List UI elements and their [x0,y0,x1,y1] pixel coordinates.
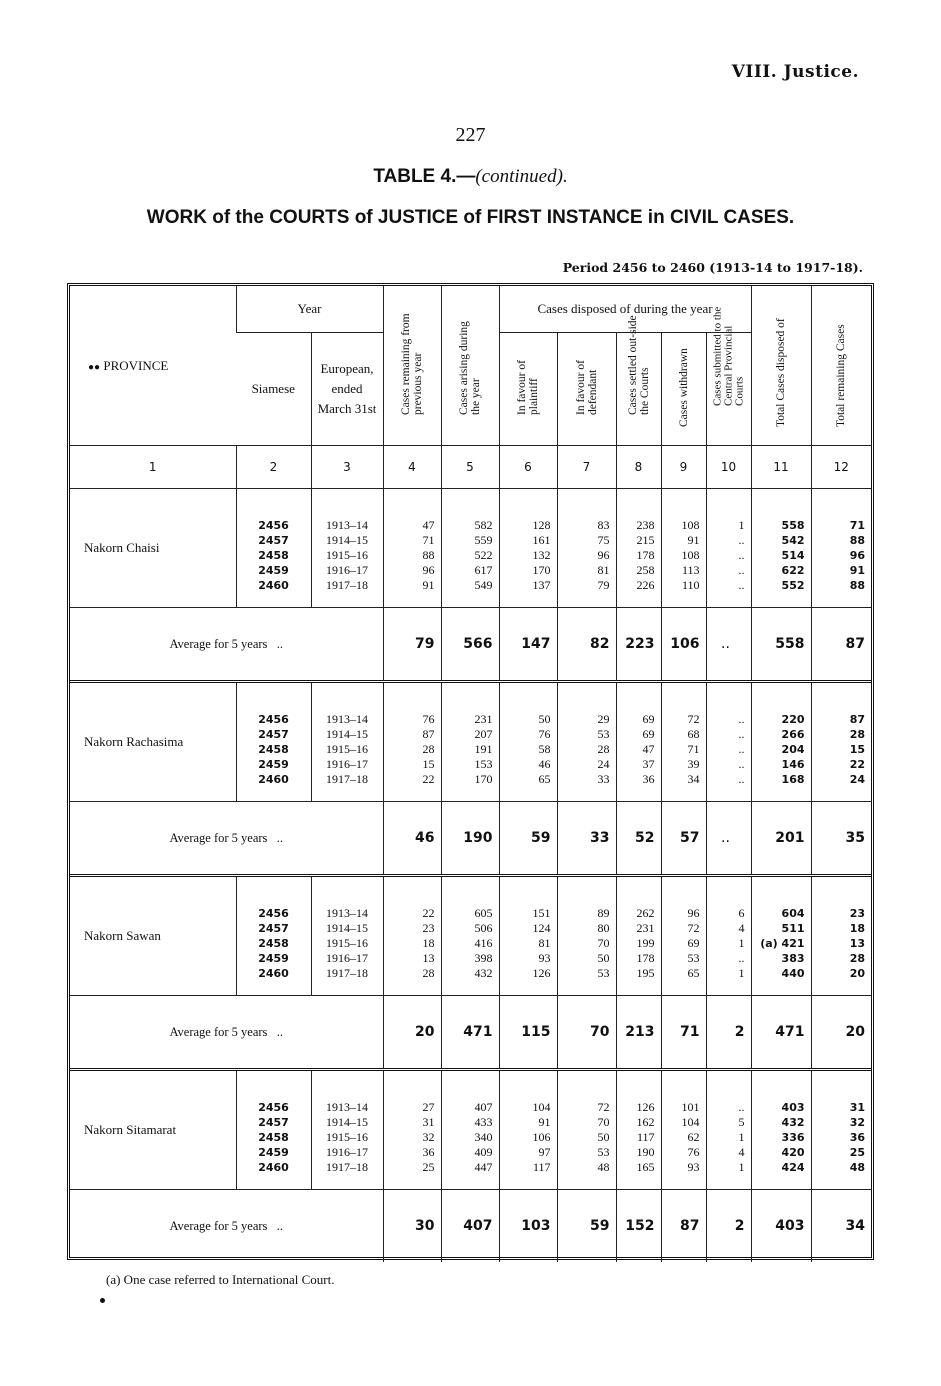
average-value: 147 [499,608,557,682]
cell-withdrawn [661,877,706,996]
section-title: VIII. Justice. [731,62,859,82]
cell-values: 104 91 106 97 117 [532,1099,551,1174]
province-data-row [70,489,871,608]
cell-values: 2456 2457 2458 2459 2460 [258,1100,289,1174]
average-value: 201 [751,802,811,876]
cell-values: 72 70 50 53 48 [597,1099,610,1174]
cell-values: 151 124 81 93 126 [532,905,551,980]
cell-values: 72 68 71 39 34 [687,711,700,786]
province-data-row [70,683,871,802]
cell-withdrawn [661,1071,706,1190]
average-value: 20 [811,996,871,1070]
average-value: 103 [499,1190,557,1263]
stray-dot-icon [100,1298,105,1303]
column-number-cell: 1 [70,446,236,489]
column-number-cell: 3 [311,446,383,489]
average-value: 20 [383,996,441,1070]
page-number: 227 [455,124,486,146]
cell-values: 407 433 340 409 447 [474,1099,493,1174]
cell-defendant [557,489,616,608]
period-label: Period 2456 to 2460 (1913-14 to 1917-18). [562,260,863,275]
cell-withdrawn [661,489,706,608]
cell-submitted [706,683,751,802]
average-row [70,996,871,1070]
average-value: .. [706,608,751,682]
cell-values: 29 53 28 24 33 [597,711,610,786]
cell-values: 87 28 15 22 24 [849,712,866,786]
average-value: 35 [811,802,871,876]
marker-dots-icon: ●● [88,361,101,373]
european-header: European, ended March 31st [311,333,383,446]
column-numbers-row [70,446,871,489]
average-value: 190 [441,802,499,876]
cell-values: 69 69 47 37 36 [642,711,655,786]
average-value: 34 [811,1190,871,1263]
cell-submitted [706,877,751,996]
cell-settled [616,877,661,996]
average-value: 2 [706,996,751,1070]
average-value: 82 [557,608,616,682]
cell-values: 2456 2457 2458 2459 2460 [258,906,289,980]
footnote: (a) One case referred to International Court. [106,1272,335,1287]
siamese-header: Siamese [251,381,295,396]
cell-values: 403 432 336 420 424 [781,1100,805,1174]
cell-values: 71 88 96 91 88 [849,518,866,592]
average-value: 407 [441,1190,499,1263]
column-number-cell: 10 [706,446,751,489]
cell-values: 126 162 117 190 165 [636,1099,655,1174]
cell-arising [441,877,499,996]
cell-total-remaining [811,489,871,608]
cell-european [311,489,383,608]
cell-values: 582 559 522 617 549 [474,517,493,592]
cell-defendant [557,877,616,996]
civil-cases-table [70,286,871,1262]
average-value: 471 [441,996,499,1070]
cell-total-remaining [811,877,871,996]
cell-total-remaining [811,683,871,802]
cell-values: 83 75 96 81 79 [597,517,610,592]
cell-plaintiff [499,1071,557,1190]
cell-total-disposed [751,877,811,996]
year-group-header: Year [236,286,383,333]
cell-values: 23 18 13 28 20 [849,906,866,980]
submitted-header: Cases submitted to the Central Provincial Courts [706,333,751,446]
table-subtitle: WORK of the COURTS of JUSTICE of FIRST INSTANCE in CIVIL CASES. [146,207,795,228]
average-value: 106 [661,608,706,682]
cell-settled [616,1071,661,1190]
cell-remaining-prev [383,489,441,608]
average-value: 115 [499,996,557,1070]
table-title-main: TABLE 4.— [373,166,476,187]
column-number-cell: 5 [441,446,499,489]
cell-submitted [706,489,751,608]
cell-values: 47 71 88 96 91 [422,517,435,592]
province-name: Nakorn Rachasima [84,734,184,749]
average-value: 87 [811,608,871,682]
cell-european [311,683,383,802]
cell-total-remaining [811,1071,871,1190]
province-header-label: PROVINCE [103,357,169,373]
average-label: Average for 5 years .. [70,1190,383,1263]
settled-header: Cases settled out-side the Courts [616,333,661,446]
cell-values: 6 4 1 .. 1 [738,905,745,980]
cell-settled [616,683,661,802]
province-name: Nakorn Sawan [84,928,161,943]
withdrawn-header: Cases withdrawn [661,333,706,446]
cell-values: 1913–14 1914–15 1915–16 1916–17 1917–18 [326,517,368,592]
cell-values: 604 511 (a) 421 383 440 [760,906,805,980]
cell-siamese [236,683,311,802]
cell-values: 1913–14 1914–15 1915–16 1916–17 1917–18 [326,1099,368,1174]
cell-siamese [236,1071,311,1190]
cell-arising [441,489,499,608]
cell-values: 1 .. .. .. .. [738,517,745,592]
table-title-continued: (continued). [475,166,568,187]
average-value: 52 [616,802,661,876]
average-value: 30 [383,1190,441,1263]
average-value: 566 [441,608,499,682]
cell-siamese [236,877,311,996]
total-disposed-header: Total Cases disposed of [751,286,811,446]
average-value: 79 [383,608,441,682]
cell-values: 108 91 108 113 110 [681,517,700,592]
arising-header: Cases arising during the year [441,286,499,446]
cell-values: 1913–14 1914–15 1915–16 1916–17 1917–18 [326,711,368,786]
average-row [70,802,871,876]
average-row [70,1190,871,1263]
cell-values: 2456 2457 2458 2459 2460 [258,712,289,786]
cell-values: 238 215 178 258 226 [636,517,655,592]
cell-arising [441,683,499,802]
cell-values: 1913–14 1914–15 1915–16 1916–17 1917–18 [326,905,368,980]
cell-values: 2456 2457 2458 2459 2460 [258,518,289,592]
cell-total-disposed [751,1071,811,1190]
cell-values: 220 266 204 146 168 [781,712,805,786]
cell-values: 605 506 416 398 432 [474,905,493,980]
cell-values: 101 104 62 76 93 [681,1099,700,1174]
average-value: 152 [616,1190,661,1263]
cell-plaintiff [499,489,557,608]
cell-values: 262 231 199 178 195 [636,905,655,980]
average-value: 59 [499,802,557,876]
province-data-row [70,877,871,996]
cell-defendant [557,1071,616,1190]
column-number-cell: 4 [383,446,441,489]
cell-withdrawn [661,683,706,802]
remaining-prev-header: Cases remaining from previous year [383,286,441,446]
cell-defendant [557,683,616,802]
total-remaining-header: Total remaining Cases [811,286,871,446]
cell-remaining-prev [383,1071,441,1190]
column-number-cell: 12 [811,446,871,489]
average-value: 2 [706,1190,751,1263]
province-name: Nakorn Chaisi [84,540,160,555]
cell-values: .. .. .. .. .. [738,711,745,786]
average-label: Average for 5 years .. [70,608,383,682]
cell-siamese [236,489,311,608]
cell-values: 231 207 191 153 170 [474,711,493,786]
cell-submitted [706,1071,751,1190]
column-number-cell: 2 [236,446,311,489]
column-number-cell: 9 [661,446,706,489]
column-number-cell: 7 [557,446,616,489]
cell-remaining-prev [383,683,441,802]
average-label: Average for 5 years .. [70,802,383,876]
province-name: Nakorn Sitamarat [84,1122,177,1137]
cell-total-disposed [751,683,811,802]
cell-arising [441,1071,499,1190]
average-value: 403 [751,1190,811,1263]
average-value: 558 [751,608,811,682]
cell-values: 89 80 70 50 53 [597,905,610,980]
cell-total-disposed [751,489,811,608]
average-value: 46 [383,802,441,876]
cell-values: 96 72 69 53 65 [687,905,700,980]
cell-plaintiff [499,877,557,996]
cell-values: 27 31 32 36 25 [422,1099,435,1174]
cell-settled [616,489,661,608]
column-number-cell: 8 [616,446,661,489]
cell-values: 128 161 132 170 137 [532,517,551,592]
cell-values: 558 542 514 622 552 [781,518,805,592]
cell-values: 22 23 18 13 28 [422,905,435,980]
column-number-cell: 6 [499,446,557,489]
table-title [0,166,941,188]
average-value: 87 [661,1190,706,1263]
cell-european [311,1071,383,1190]
average-value: 57 [661,802,706,876]
average-value: 471 [751,996,811,1070]
cell-plaintiff [499,683,557,802]
cell-values: 76 87 28 15 22 [422,711,435,786]
cell-european [311,877,383,996]
province-header [70,286,236,446]
average-value: .. [706,802,751,876]
cell-remaining-prev [383,877,441,996]
average-label: Average for 5 years .. [70,996,383,1070]
cell-values: 31 32 36 25 48 [849,1100,866,1174]
average-value: 59 [557,1190,616,1263]
column-number-cell: 11 [751,446,811,489]
cell-values: 50 76 58 46 65 [538,711,551,786]
average-value: 213 [616,996,661,1070]
disposed-group-header: Cases disposed of during the year [499,286,751,333]
plaintiff-header: In favour of plaintiff [499,333,557,446]
province-data-row [70,1071,871,1190]
average-value: 223 [616,608,661,682]
average-value: 71 [661,996,706,1070]
defendant-header: In favour of defendant [557,333,616,446]
average-value: 70 [557,996,616,1070]
average-row [70,608,871,682]
average-value: 33 [557,802,616,876]
cell-values: .. 5 1 4 1 [738,1099,745,1174]
